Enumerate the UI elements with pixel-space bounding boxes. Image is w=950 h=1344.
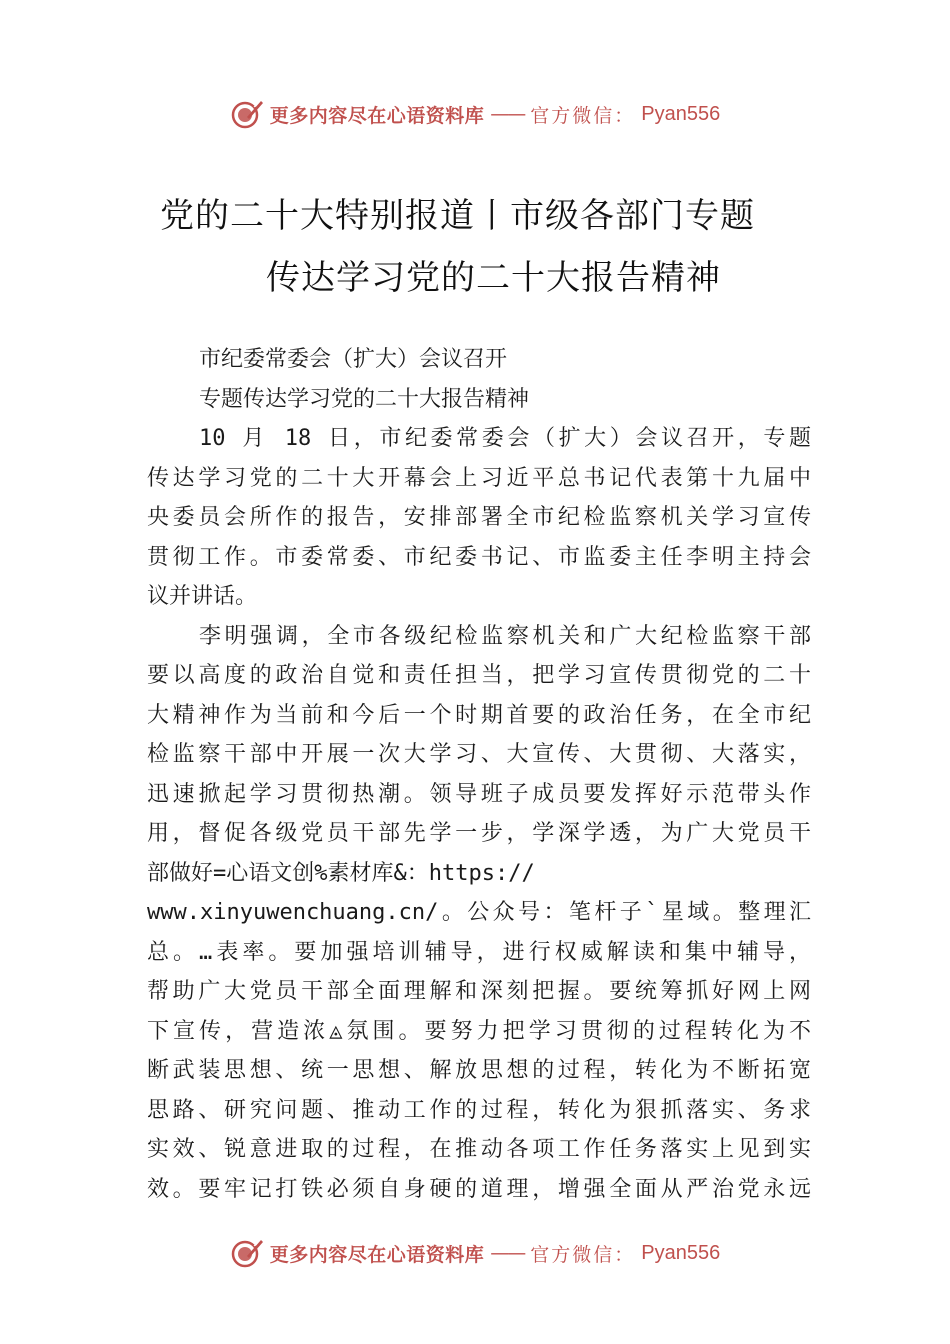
paragraph-2-line: 迅速掀起学习贯彻热潮。领导班子成员要发挥好示范带头作 [147, 781, 811, 807]
paragraph-2-line: 检监察干部中开展一次大学习、大宣传、大贯彻、大落实， [147, 742, 811, 767]
subheading-line: 专题传达学习党的二十大报告精神 [199, 386, 530, 412]
banner-wechat-label: 官方微信： [530, 1243, 636, 1266]
paragraph-2-line: 用，督促各级党员干部先学一步，学深学透，为广大党员干 [147, 821, 811, 846]
banner-separator: —— [490, 1242, 525, 1264]
paragraph-2-line: 李明强调，全市各级纪检监察机关和广大纪检监察干部 [199, 623, 811, 649]
paragraph-2-line: 总。…表率。要加强培训辅导，进行权威解读和集中辅导， [147, 939, 811, 965]
paragraph-2-line: 效。要牢记打铁必须自身硬的道理，增强全面从严治党永远 [147, 1176, 811, 1202]
paragraph-2-line: 实效、锐意进取的过程，在推动各项工作任务落实上见到实 [147, 1137, 811, 1162]
header-watermark-banner [0, 94, 950, 134]
banner-wechat-id: Pyan556 [641, 1241, 721, 1264]
paragraph-1-line: 议并讲话。 [147, 584, 258, 609]
banner-slogan: 更多内容尽在心语资料库 [269, 104, 485, 127]
paragraph-1-line: 传达学习党的二十大开幕会上习近平总书记代表第十九届中 [147, 465, 811, 491]
banner-slogan: 更多内容尽在心语资料库 [269, 1243, 485, 1266]
paragraph-2-line: 思路、研究问题、推动工作的过程，转化为狠抓落实、务求 [147, 1097, 811, 1123]
paragraph-2-line: 下宣传，营造浓◬氛围。要努力把学习贯彻的过程转化为不 [147, 1018, 811, 1044]
paragraph-2-line: 断武装思想、统一思想、解放思想的过程，转化为不断拓宽 [147, 1058, 811, 1083]
document-body [147, 340, 811, 1209]
paragraph-1-line: 10 月 18 日，市纪委常委会（扩大）会议召开，专题 [199, 426, 811, 451]
paragraph-1-line: 贯彻工作。市委常委、市纪委书记、市监委主任李明主持会 [147, 544, 811, 570]
paragraph-2-line: 大精神作为当前和今后一个时期首要的政治任务，在全市纪 [147, 702, 811, 728]
document-title-line-1: 党的二十大特别报道丨市级各部门专题 [160, 196, 755, 236]
banner-wechat-label: 官方微信： [530, 104, 636, 127]
document-title-line-2: 传达学习党的二十大报告精神 [266, 258, 721, 298]
paragraph-2-line: 要以高度的政治自觉和责任担当，把学习宣传贯彻党的二十 [147, 663, 811, 688]
banner-wechat-id: Pyan556 [641, 102, 721, 125]
footer-watermark-banner [0, 1233, 950, 1273]
banner-separator: —— [490, 103, 525, 125]
paragraph-2-line: www.xinyuwenchuang.cn/。公众号：笔杆子`星域。整理汇 [147, 900, 811, 925]
quill-seal-icon [230, 1236, 264, 1270]
paragraph-1-line: 央委员会所作的报告，安排部署全市纪检监察机关学习宣传 [147, 505, 811, 530]
paragraph-2-line: 帮助广大党员干部全面理解和深刻把握。要统筹抓好网上网 [147, 979, 811, 1004]
paragraph-2-line: 部做好=心语文创%素材库&：https:// [147, 860, 535, 886]
subheading-line: 市纪委常委会（扩大）会议召开 [199, 347, 508, 372]
quill-seal-icon [230, 97, 264, 131]
